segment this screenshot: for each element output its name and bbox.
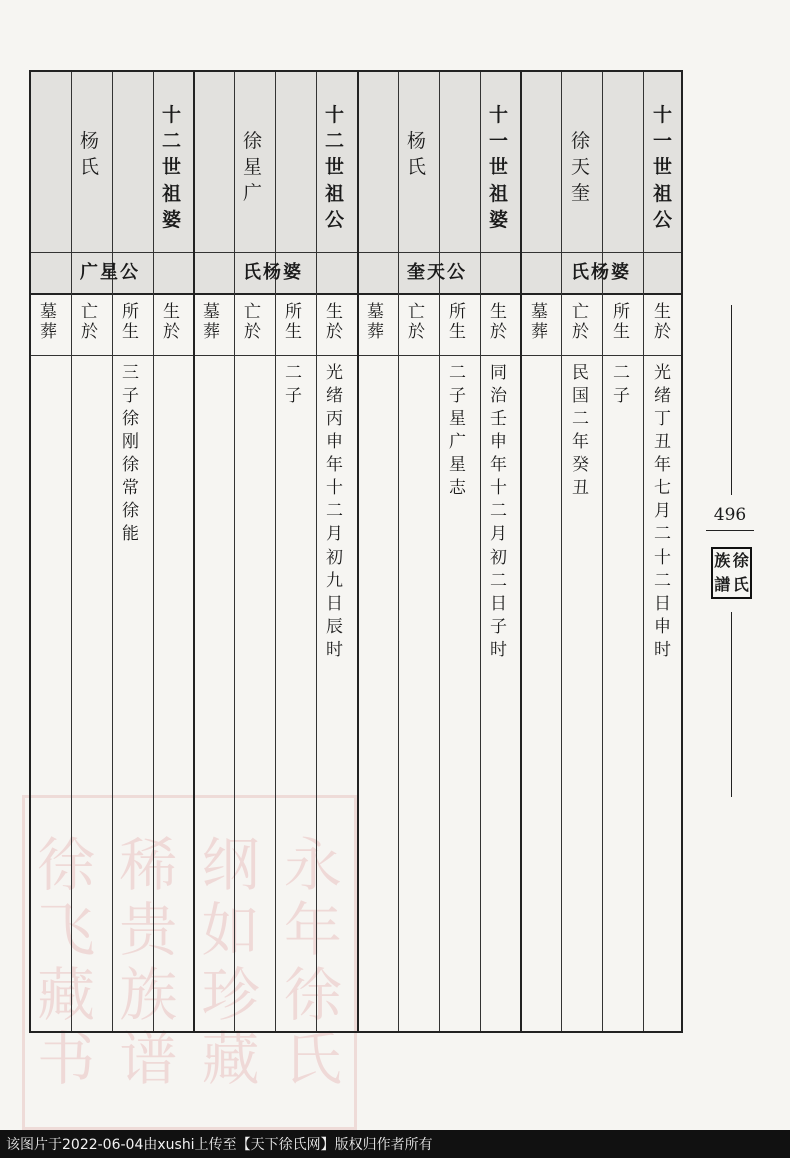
row-label-died: 亡 於: [244, 302, 261, 343]
generation-title: 十 一 世 祖 公: [652, 104, 672, 231]
seal-char: 珍: [201, 960, 260, 1029]
honorific-label: 广星公: [80, 262, 140, 283]
badge-char: 譜: [714, 575, 731, 594]
row-label-burial: 墓 葬: [367, 302, 384, 343]
entry-children: 二 子: [285, 363, 302, 407]
seal-char: 藏: [201, 1025, 260, 1094]
seal-char: 如: [201, 895, 260, 964]
generation-title: 十 二 世 祖 婆: [161, 104, 181, 231]
seal-char: 书: [37, 1025, 96, 1094]
badge-char: 族: [714, 551, 731, 570]
seal-char: 氏: [283, 1025, 342, 1094]
entry-born: 同 治 壬 申 年 十 二 月 初 二 日 子 时: [490, 363, 507, 660]
label-divider: [31, 355, 681, 356]
row-label-burial: 墓 葬: [531, 302, 548, 343]
person-name: 杨 氏: [406, 130, 426, 179]
entry-children: 二 子 星 广 星 志: [449, 363, 466, 499]
row-label-burial: 墓 葬: [203, 302, 220, 343]
row-label-children: 所 生: [122, 302, 139, 343]
margin-rule-top: [731, 305, 732, 495]
row-label-children: 所 生: [449, 302, 466, 343]
person-name: 徐 天 奎: [570, 130, 590, 205]
generation-title: 十 二 世 祖 公: [324, 104, 344, 231]
row-label-born: 生 於: [654, 302, 671, 343]
seal-char: 贵: [119, 895, 178, 964]
row-label-burial: 墓 葬: [40, 302, 57, 343]
seal-char: 族: [119, 960, 178, 1029]
badge-char: 氏: [732, 575, 749, 594]
honorific-label: 氏杨婆: [243, 262, 303, 283]
seal-char: 飞: [37, 895, 96, 964]
row-label-born: 生 於: [490, 302, 507, 343]
seal-char: 藏: [37, 960, 96, 1029]
margin-rule-bottom: [731, 612, 732, 797]
person-name: 徐 星 广: [242, 130, 262, 205]
entry-children: 三 子 徐 刚 徐 常 徐 能: [122, 363, 139, 545]
generation-title: 十 一 世 祖 婆: [488, 104, 508, 231]
upload-footer: 该图片于2022-06-04由xushi上传至【天下徐氏网】版权归作者所有: [0, 1130, 790, 1158]
seal-char: 徐: [37, 830, 96, 899]
badge-char: 徐: [732, 551, 749, 570]
seal-char: 徐: [283, 960, 342, 1029]
page-number-underline: [706, 530, 754, 531]
seal-char: 纲: [201, 830, 260, 899]
book-title-badge: [711, 547, 752, 599]
honorific-label: 奎天公: [407, 262, 467, 283]
honorific-label: 氏杨婆: [571, 262, 631, 283]
entry-children: 二 子: [613, 363, 630, 407]
seal-char: 稀: [119, 830, 178, 899]
row-label-died: 亡 於: [572, 302, 589, 343]
seal-char: 谱: [119, 1025, 178, 1094]
row-label-died: 亡 於: [408, 302, 425, 343]
honorific-divider: [31, 293, 681, 295]
seal-char: 年: [283, 895, 342, 964]
genealogy-table: [29, 70, 683, 1033]
row-label-born: 生 於: [326, 302, 343, 343]
page-number: 496: [713, 505, 747, 525]
row-label-born: 生 於: [163, 302, 180, 343]
entry-died: 民 国 二 年 癸 丑: [572, 363, 589, 499]
entry-born: 光 绪 丙 申 年 十 二 月 初 九 日 辰 时: [326, 363, 343, 660]
row-label-children: 所 生: [613, 302, 630, 343]
person-name: 杨 氏: [79, 130, 99, 179]
entry-born: 光 绪 丁 丑 年 七 月 二 十 二 日 申 时: [654, 363, 671, 660]
seal-char: 永: [283, 830, 342, 899]
row-label-died: 亡 於: [81, 302, 98, 343]
row-label-children: 所 生: [285, 302, 302, 343]
